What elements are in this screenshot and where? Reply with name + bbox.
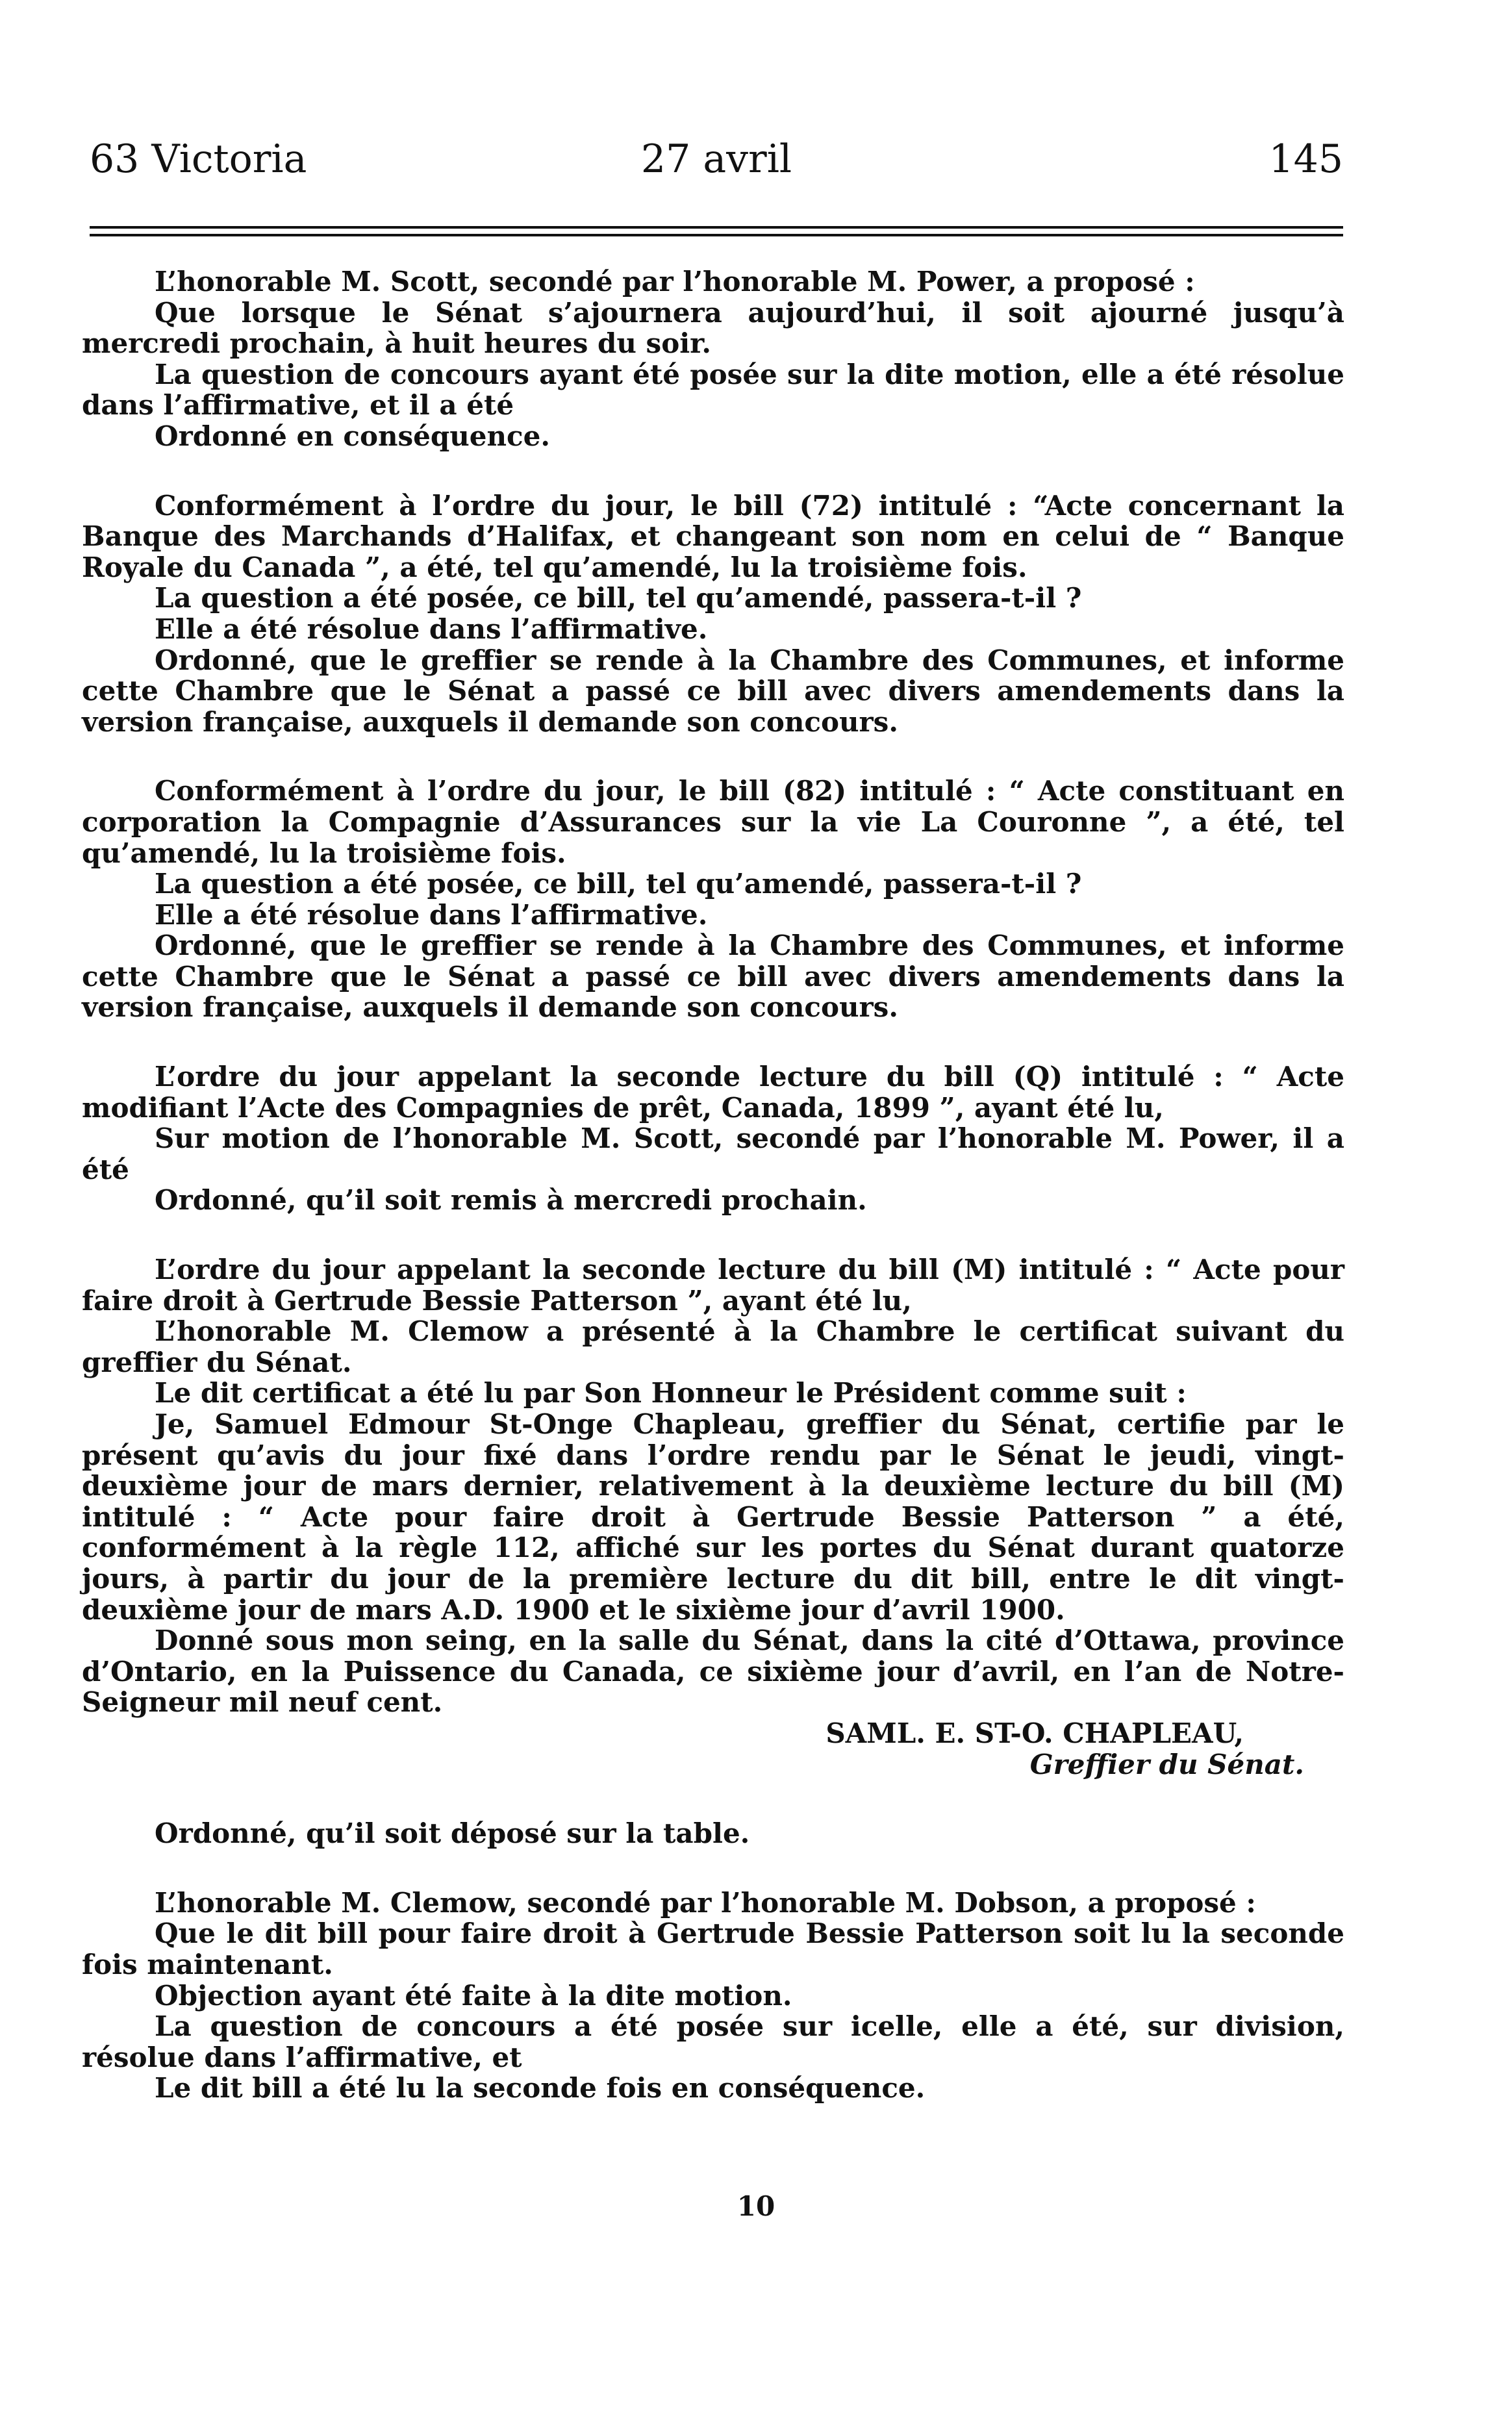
header-session: 63 Victoria xyxy=(90,136,307,182)
certificate-text: Donné sous mon seing, en la salle du Sénat, dans la cité d’Ottawa, province d’Ontario, en la Puissence du Canada, ce sixième jour d’avril, en l’an de Notre-Seigneur mil neuf cent. xyxy=(82,1625,1344,1719)
header-rule-top xyxy=(90,226,1343,229)
running-header xyxy=(90,133,1343,185)
paragraph: Ordonné en conséquence. xyxy=(155,420,550,452)
paragraph: Elle a été résolue dans l’affirmative. xyxy=(155,898,708,931)
journal-body xyxy=(82,266,1344,2104)
paragraph: Conformément à l’ordre du jour, le bill (82) intitulé : “ Acte constituant en corporation la Compagnie d’Assurances sur la vie La Couronne ”, a été, tel qu’amendé, lu la troisième fois. xyxy=(82,775,1344,869)
paragraph: Conformément à l’ordre du jour, le bill (72) intitulé : “Acte concernant la Banque des Marchands d’Halifax, et changeant son nom en celui de “ Banque Royale du Canada ”, a été, tel qu’amendé, lu la troisième fois. xyxy=(82,489,1344,583)
paragraph: Ordonné, qu’il soit déposé sur la table. xyxy=(155,1817,750,1850)
paragraph: Que lorsque le Sénat s’ajournera aujourd’hui, il soit ajourné jusqu’à mercredi prochain, à huit heures du soir. xyxy=(82,296,1344,360)
paragraph: L’ordre du jour appelant la seconde lecture du bill (Q) intitulé : “ Acte modifiant l’Acte des Compagnies de prêt, Canada, 1899 ”, ayant été lu, xyxy=(82,1061,1344,1124)
paragraph: La question a été posée, ce bill, tel qu’amendé, passera-t-il ? xyxy=(155,582,1082,614)
paragraph: Sur motion de l’honorable M. Scott, secondé par l’honorable M. Power, il a été xyxy=(82,1122,1344,1185)
certificate-text: Je, Samuel Edmour St-Onge Chapleau, greffier du Sénat, certifie par le présent qu’avis du jour fixé dans l’ordre rendu par le Sénat le jeudi, vingt-deuxième jour de mars dernier, relativement à la deuxième lecture du bill (M) intitulé : “ Acte pour faire droit à Gertrude Bessie Patterson ” a été, conformément à la règle 112, affiché sur les portes du Sénat durant quatorze jours, à partir du jour de la première lecture du dit bill, entre le dit vingt-deuxième jour de mars A.D. 1900 et le sixième jour d’avril 1900. xyxy=(82,1408,1344,1626)
signature-block xyxy=(82,1718,1344,1780)
paragraph: Ordonné, que le greffier se rende à la Chambre des Communes, et informe cette Chambre que le Sénat a passé ce bill avec divers amendements dans la version française, auxquels il demande son concours. xyxy=(82,929,1344,1024)
paragraph: Que le dit bill pour faire droit à Gertrude Bessie Patterson soit lu la seconde fois maintenant. xyxy=(82,1917,1344,1980)
header-page-number: 145 xyxy=(1268,136,1343,182)
paragraph: Objection ayant été faite à la dite motion. xyxy=(155,1979,792,2012)
signature-name: SAML. E. ST-O. CHAPLEAU, xyxy=(825,1717,1244,1749)
paragraph: Ordonné, que le greffier se rende à la Chambre des Communes, et informe cette Chambre que le Sénat a passé ce bill avec divers amendements dans la version française, auxquels il demande son concours. xyxy=(82,644,1344,738)
header-rule-bottom xyxy=(90,234,1343,236)
paragraph: L’ordre du jour appelant la seconde lecture du bill (M) intitulé : “ Acte pour faire droit à Gertrude Bessie Patterson ”, ayant été lu, xyxy=(82,1254,1344,1317)
paragraph: La question a été posée, ce bill, tel qu’amendé, passera-t-il ? xyxy=(155,868,1082,900)
paragraph: L’honorable M. Scott, secondé par l’honorable M. Power, a proposé : xyxy=(155,266,1195,297)
paragraph: Le dit bill a été lu la seconde fois en conséquence. xyxy=(155,2072,926,2105)
paragraph: Elle a été résolue dans l’affirmative. xyxy=(155,613,708,645)
header-date: 27 avril xyxy=(640,136,792,182)
paragraph: L’honorable M. Clemow, secondé par l’honorable M. Dobson, a proposé : xyxy=(155,1886,1256,1919)
paragraph: Ordonné, qu’il soit remis à mercredi prochain. xyxy=(155,1184,867,1217)
signature-title: Greffier du Sénat. xyxy=(1029,1748,1304,1780)
footer-page-number: 10 xyxy=(737,2190,775,2222)
paragraph: Le dit certificat a été lu par Son Honneur le Président comme suit : xyxy=(155,1377,1187,1410)
paragraph: L’honorable M. Clemow a présenté à la Chambre le certificat suivant du greffier du Sénat. xyxy=(82,1315,1344,1378)
paragraph: La question de concours ayant été posée sur la dite motion, elle a été résolue dans l’affirmative, et il a été xyxy=(82,358,1344,422)
paragraph: La question de concours a été posée sur icelle, elle a été, sur division, résolue dans l’affirmative, et xyxy=(82,2010,1344,2073)
